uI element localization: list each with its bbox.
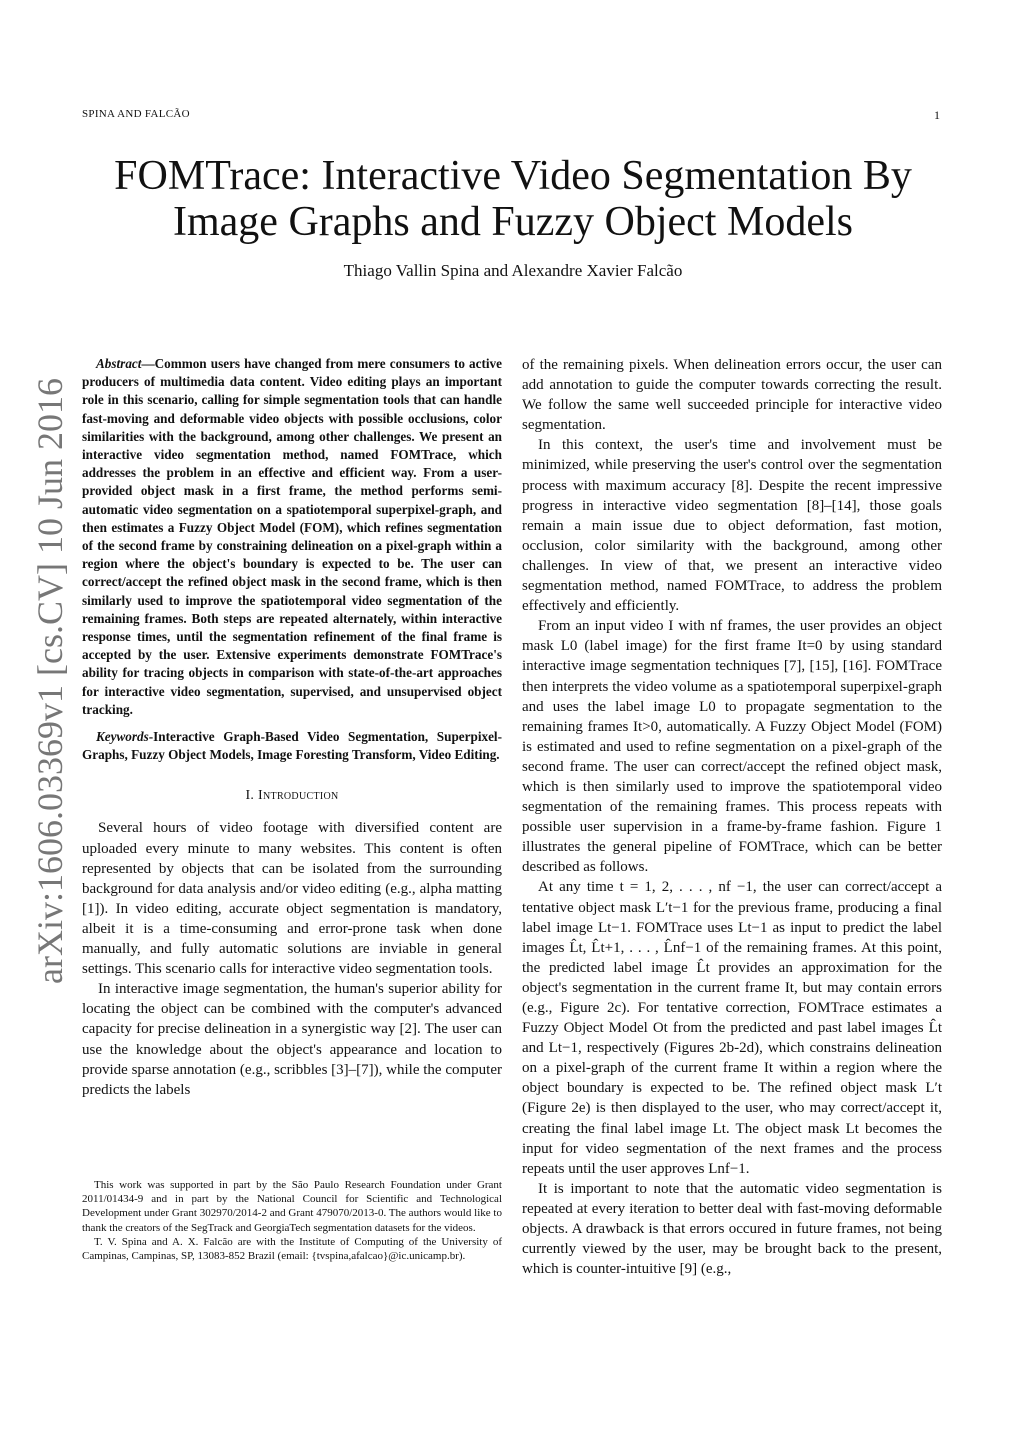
- running-head: SPINA AND FALCÃO: [82, 108, 190, 120]
- paragraph: From an input video I with nf frames, the user provides an object mask L0 (label image) for the first frame It=0 by using standard interactive image segmentation techniques [7], [15], [16]. FOMTrace then interprets the video volume as a spatiotemporal superpixel-graph and uses the label image L0 to propagate segmentation to the remaining frames It>0, automatically. A Fuzzy Object Model (FOM) is estimated and used to refine segmentation on a pixel-graph of the second frame. The user can correct/accept the refined object mask, which is then similarly used to improve the spatiotemporal video segmentation of the remaining frames. This process repeats with possible user supervision in a frame-by-frame fashion. Figure 1 illustrates the general pipeline of FOMTrace, which can be better described as follows.: [522, 618, 942, 876]
- abstract-text: —Common users have changed from mere consumers to active producers of multimedia data content. Video editing plays an important role in this scenario, calling for simple segmentation tools that can handle fast-moving and deformable video objects with possible occlusions, color similarities with the background, among other challenges. We present an interactive video segmentation method, named FOMTrace, which addresses the problem in an effective and efficient way. From a user-provided object mask in a first frame, the method performs semi-automatic video segmentation on a spatiotemporal superpixel-graph, and then estimates a Fuzzy Object Model (FOM), which refines segmentation of the second frame by constraining delineation on a pixel-graph within a region where the object's boundary is expected to be. The user can correct/accept the refined object mask in the second frame, which is then similarly used to improve the spatiotemporal video segmentation of the remaining frames. Both steps are repeated alternately, within interactive response times, until the segmentation refinement of the final frame is accepted by the user. Extensive experiments demonstrate FOMTrace's ability for tracing objects in comparison with state-of-the-art approaches for interactive video segmentation, supervised, and unsupervised object tracking.: [82, 356, 502, 717]
- keywords-label: Keywords: [96, 729, 149, 745]
- section-heading: [82, 788, 502, 804]
- paragraph: Several hours of video footage with diversified content are uploaded every minute to many websites. This content is often represented by objects that can be isolated from the surrounding background for data analysis and/or video editing (e.g., alpha matting [1]). In video editing, accurate object segmentation is mandatory, albeit it is a time-consuming and error-prone task when done manually, and fully automatic solutions are inviable in general settings. This scenario calls for interactive video segmentation tools.: [82, 820, 502, 978]
- keywords: [82, 728, 502, 764]
- keywords-text: -Interactive Graph-Based Video Segmentation, Superpixel-Graphs, Fuzzy Object Models, Image Foresting Transform, Video Editing.: [82, 729, 502, 763]
- section-number: I.: [245, 788, 255, 804]
- footnote-funding: This work was supported in part by the São Paulo Research Foundation under Grant 2011/01434-9 and in part by the National Council for Scientific and Technological Development under Grant 302970/2014-2 and Grant 479070/2013-0. The authors would like to thank the creators of the SegTrack and GeorgiaTech segmentation datasets for the videos.: [82, 1179, 502, 1234]
- abstract: [82, 355, 502, 719]
- left-column: [82, 355, 502, 1100]
- arxiv-stamp: arXiv:1606.03369v1 [cs.CV] 10 Jun 2016: [30, 378, 70, 984]
- page-number: 1: [934, 108, 940, 122]
- right-column: [522, 355, 942, 1279]
- paper-title: FOMTrace: Interactive Video Segmentation By Image Graphs and Fuzzy Object Models: [114, 153, 912, 245]
- abstract-label: Abstract: [96, 356, 142, 371]
- paragraph: At any time t = 1, 2, . . . , nf −1, the user can correct/accept a tentative object mask L′t−1 for the previous frame, producing a final label image Lt−1. FOMTrace uses Lt−1 as input to predict the label images L̂t, L̂t+1, . . . , L̂nf−1 of the remaining frames. At this point, the predicted label image L̂t provides an approximation for the object's segmentation in the current frame It, but may contain errors (e.g., Figure 2c). For tentative correction, FOMTrace estimates a Fuzzy Object Model Ot from the predicted and past label images L̂t and Lt−1, respectively (Figures 2b-2d), which constrains delineation on a pixel-graph of the current frame It within a region where the object boundary is expected to be. The refined object mask L′t (Figure 2e) is then displayed to the user, who may correct/accept it, creating the final label image Lt. The object mask Lt becomes the input for video segmentation of the next frames and the process repeats until the user approves Lnf−1.: [522, 879, 942, 1177]
- footnotes: [82, 1178, 502, 1263]
- paragraph: of the remaining pixels. When delineation errors occur, the user can add annotation to guide the computer towards correcting the result. We follow the same well succeeded principle for interactive video segmentation.: [522, 357, 942, 434]
- paragraph: In interactive image segmentation, the human's superior ability for locating the object can be combined with the computer's advanced capacity for precise delineation in a synergistic way [2]. The user can use the knowledge about the object's appearance and location to provide sparse annotation (e.g., scribbles [3]–[7]), while the computer predicts the labels: [82, 981, 502, 1098]
- section-title: Introduction: [258, 788, 339, 804]
- paper-authors: Thiago Vallin Spina and Alexandre Xavier Falcão: [343, 261, 683, 280]
- footnote-affiliation: T. V. Spina and A. X. Falcão are with the Institute of Computing of the University of Campinas, Campinas, SP, 13083-852 Brazil (email: {tvspina,afalcao}@ic.unicamp.br).: [82, 1235, 502, 1263]
- paragraph: It is important to note that the automatic video segmentation is repeated at every iteration to better deal with fast-moving deformable objects. A drawback is that errors occured in future frames, not being currently viewed by the user, may be brought back to the present, which is counter-intuitive [9] (e.g.,: [522, 1180, 942, 1278]
- paragraph: In this context, the user's time and involvement must be minimized, while preserving the user's control over the segmentation process with maximum accuracy [8]. Despite the recent impressive progress in interactive video segmentation [8]–[14], those goals remain a main issue due to object deformation, fast motion, occlusion, color similarity with the background, among other challenges. In view of that, we present an interactive video segmentation method, named FOMTrace, to address the problem effectively and efficiently.: [522, 437, 942, 615]
